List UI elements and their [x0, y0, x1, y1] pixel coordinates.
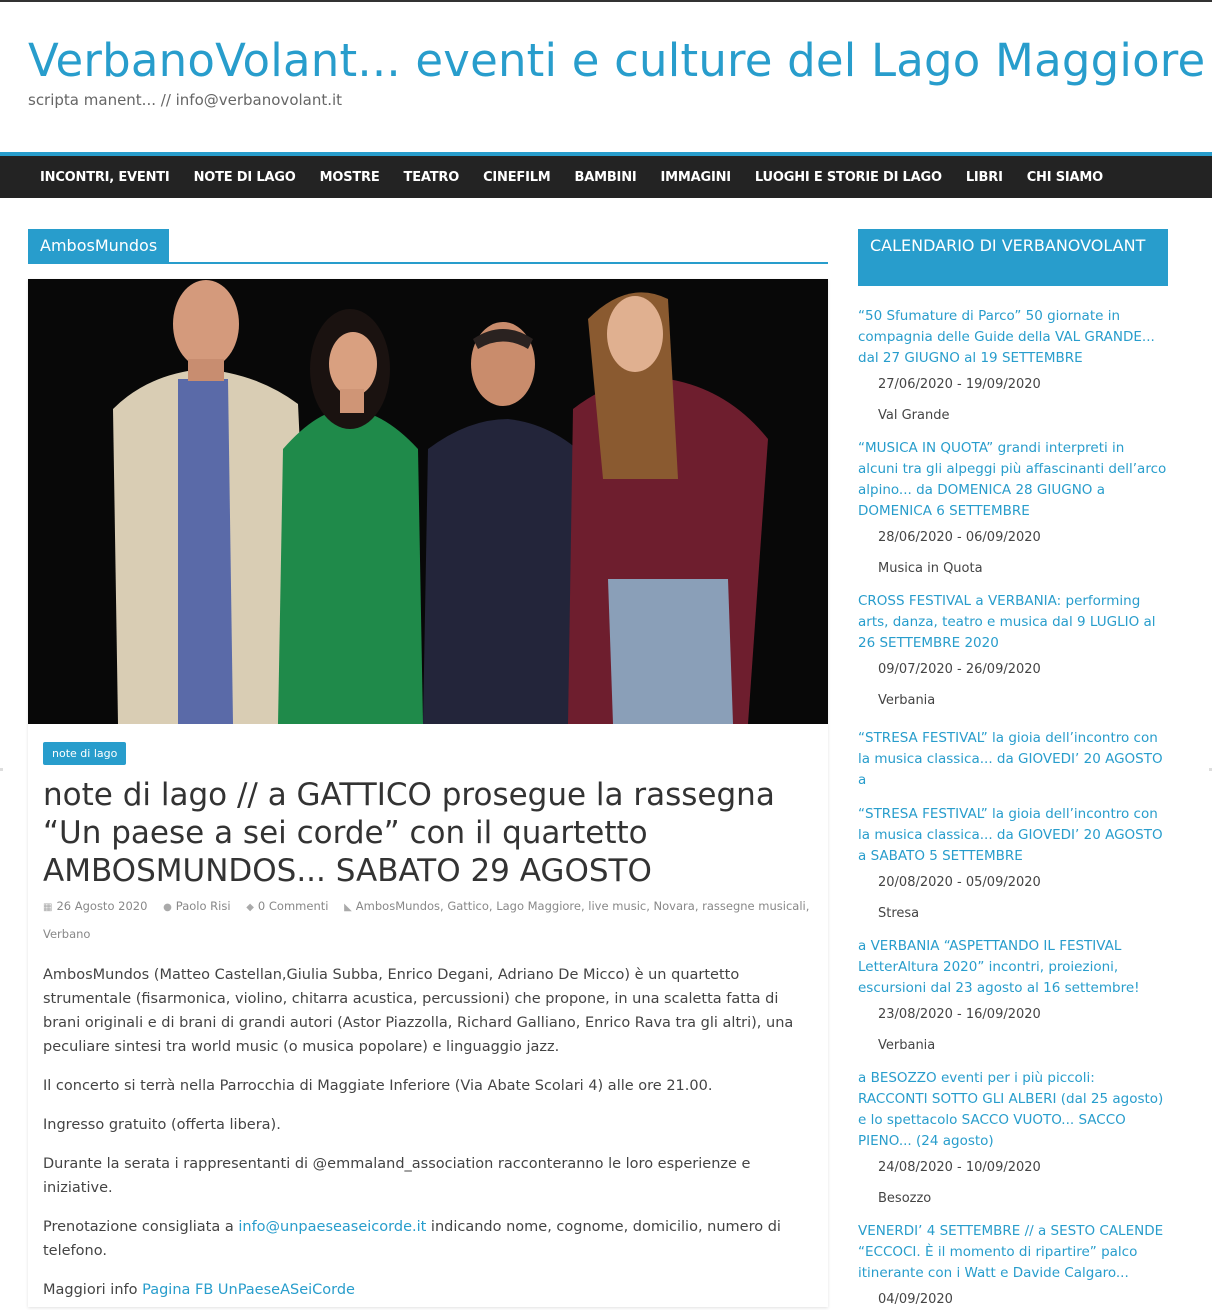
paragraph: AmbosMundos (Matteo Castellan,Giulia Subba, Enrico Degani, Adriano De Micco) è un quartetto strumentale (fisarmonica, violino, chitarra acustica, percussioni) che propone, in una scaletta fatta di brani originali e di brani di grandi autori (Astor Piazzolla, Richard Galliano, Enrico Rava tra gli altri), una peculiare sintesi tra world music (o musica popolare) e linguaggio jazz.	[43, 967, 794, 1055]
nav-item-luoghi-storie[interactable]: LUOGHI E STORIE DI LAGO	[754, 169, 942, 185]
post-content	[43, 963, 818, 1310]
event-dates: 20/08/2020 - 05/09/2020	[878, 875, 1041, 890]
category-tag[interactable]: note di lago	[43, 742, 126, 765]
post-date[interactable]: 26 Agosto 2020	[56, 899, 148, 913]
site-tagline: scripta manent... // info@verbanovolant.it	[28, 91, 343, 109]
event-link[interactable]: a BESOZZO eventi per i più piccoli: RACCONTI SOTTO GLI ALBERI (dal 25 agosto) e lo spettacolo SACCO VUOTO... SACCO PIENO... (24 agosto)	[858, 1070, 1164, 1149]
sidebar-title: CALENDARIO DI VERBANOVOLANT	[858, 229, 1168, 286]
event-item	[858, 936, 1168, 1061]
event-link[interactable]: a VERBANIA “ASPETTANDO IL FESTIVAL LetterAltura 2020” incontri, proiezioni, escursioni dal 23 agosto al 16 settembre!	[858, 938, 1140, 996]
main-navigation	[0, 152, 1212, 198]
event-location: Val Grande	[878, 408, 950, 423]
sidebar-calendar	[858, 229, 1168, 1310]
calendar-icon: ▦	[43, 902, 53, 913]
event-item	[858, 438, 1168, 584]
featured-image[interactable]	[28, 279, 828, 724]
user-icon: ●	[163, 902, 172, 913]
post-comments[interactable]: 0 Commenti	[257, 899, 329, 913]
paragraph: Maggiori info Pagina FB UnPaeseASeiCorde	[43, 1282, 355, 1298]
comment-icon: ◆	[246, 902, 254, 913]
event-dates: 09/07/2020 - 26/09/2020	[878, 662, 1041, 677]
category-title: AmbosMundos	[28, 229, 169, 262]
nav-item-chi-siamo[interactable]: CHI SIAMO	[1026, 169, 1103, 185]
nav-item-teatro[interactable]: TEATRO	[403, 169, 460, 185]
event-location: Verbania	[878, 693, 936, 708]
category-header	[28, 229, 828, 264]
event-location: Musica in Quota	[878, 561, 983, 576]
post-author[interactable]: Paolo Risi	[175, 899, 231, 913]
tag-link[interactable]: Lago Maggiore	[496, 899, 581, 913]
event-item	[858, 728, 1168, 791]
tag-link[interactable]: Novara	[653, 899, 695, 913]
top-border	[0, 0, 1212, 2]
post-article	[28, 279, 828, 1307]
paragraph: Prenotazione consigliata a info@unpaeseaseicorde.it indicando nome, cognome, domicilio, numero di telefono.	[43, 1219, 781, 1259]
event-item	[858, 591, 1168, 716]
tag-icon: ◣	[344, 902, 352, 913]
event-link[interactable]: VENERDI’ 4 SETTEMBRE // a SESTO CALENDE “ECCOCI. È il momento di ripartire” palco itinerante con i Watt e Davide Calgaro...	[858, 1223, 1164, 1281]
tag-link[interactable]: live music	[588, 899, 647, 913]
event-link[interactable]: “STRESA FESTIVAL” la gioia dell’incontro con la musica classica... da GIOVEDI’ 20 AGOSTO a SABATO 5 SETTEMBRE	[858, 806, 1163, 864]
event-location: Besozzo	[878, 1191, 932, 1206]
nav-item-bambini[interactable]: BAMBINI	[574, 169, 637, 185]
event-item	[858, 804, 1168, 929]
tag-link[interactable]: rassegne musicali	[702, 899, 806, 913]
event-dates: 23/08/2020 - 16/09/2020	[878, 1007, 1041, 1022]
nav-item-libri[interactable]: LIBRI	[965, 169, 1003, 185]
paragraph: Durante la serata i rappresentanti di @emmaland_association racconteranno le loro esperienze e iniziative.	[43, 1156, 751, 1196]
event-link[interactable]: CROSS FESTIVAL a VERBANIA: performing arts, danza, teatro e musica dal 9 LUGLIO al 26 SETTEMBRE 2020	[858, 593, 1156, 651]
paragraph: Ingresso gratuito (offerta libera).	[43, 1117, 281, 1133]
event-dates: 04/09/2020	[878, 1292, 953, 1307]
event-link[interactable]: “STRESA FESTIVAL” la gioia dell’incontro con la musica classica... da GIOVEDI’ 20 AGOSTO a	[858, 730, 1163, 788]
event-link[interactable]: “50 Sfumature di Parco” 50 giornate in compagnia delle Guide della VAL GRANDE... dal 27 GIUGNO al 19 SETTEMBRE	[858, 308, 1155, 366]
event-item	[858, 1068, 1168, 1214]
edge-marker	[0, 768, 3, 771]
site-title[interactable]: VerbanoVolant... eventi e culture del Lago Maggiore	[28, 34, 1206, 87]
paragraph: Il concerto si terrà nella Parrocchia di Maggiate Inferiore (Via Abate Scolari 4) alle ore 21.00.	[43, 1078, 713, 1094]
nav-item-incontri-eventi[interactable]: INCONTRI, EVENTI	[40, 169, 170, 185]
event-dates: 28/06/2020 - 06/09/2020	[878, 530, 1041, 545]
event-item	[858, 1221, 1168, 1310]
tag-link[interactable]: Verbano	[43, 927, 91, 941]
email-link[interactable]: info@unpaeseaseicorde.it	[238, 1219, 427, 1235]
nav-item-mostre[interactable]: MOSTRE	[319, 169, 380, 185]
event-link[interactable]: “MUSICA IN QUOTA” grandi interpreti in alcuni tra gli alpeggi più affascinanti dell’arco alpino... da DOMENICA 28 GIUGNO a DOMENICA 6 SETTEMBRE	[858, 440, 1167, 519]
tag-link[interactable]: AmbosMundos	[355, 899, 441, 913]
tag-link[interactable]: Gattico	[447, 899, 489, 913]
event-location: Verbania	[878, 1038, 936, 1053]
nav-item-note-di-lago[interactable]: NOTE DI LAGO	[193, 169, 296, 185]
event-location: Stresa	[878, 906, 920, 921]
post-title[interactable]: note di lago // a GATTICO prosegue la rassegna “Un paese a sei corde” con il quartetto AMBOSMUNDOS... SABATO 29 AGOSTO	[43, 777, 775, 889]
nav-item-immagini[interactable]: IMMAGINI	[660, 169, 731, 185]
post-meta: ▦ 26 Agosto 2020 ● Paolo Risi ◆ 0 Commenti ◣ AmbosMundos, Gattico, Lago Maggiore, live music, Novara, rassegne musicali, Verbano	[43, 899, 810, 941]
facebook-page-link[interactable]: Pagina FB UnPaeseASeiCorde	[142, 1282, 355, 1298]
event-dates: 27/06/2020 - 19/09/2020	[878, 377, 1041, 392]
event-item	[858, 306, 1168, 431]
band-photo-illustration	[28, 279, 828, 724]
event-dates: 24/08/2020 - 10/09/2020	[878, 1160, 1041, 1175]
nav-item-cinefilm[interactable]: CINEFILM	[483, 169, 551, 185]
